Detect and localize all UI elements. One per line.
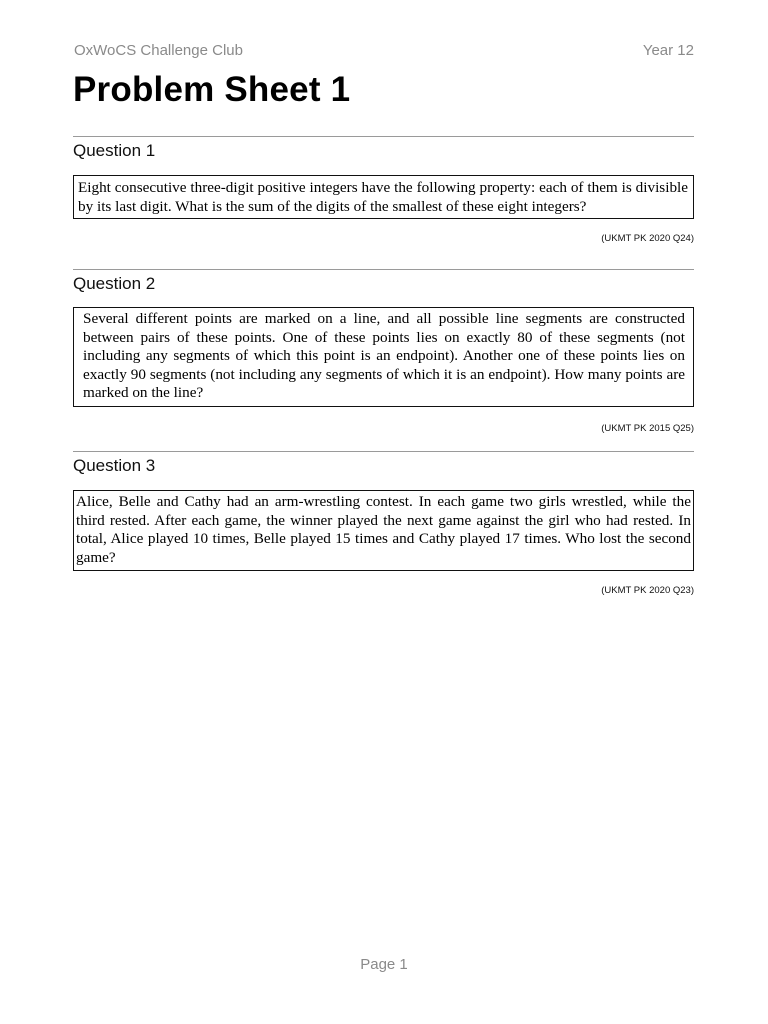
question-3-heading: Question 3 [73,456,156,475]
question-2-heading: Question 2 [73,274,156,293]
page-header-club: OxWoCS Challenge Club [74,42,243,59]
question-3-section [73,451,694,596]
question-3-source: (UKMT PK 2020 Q23) [601,585,694,596]
question-1-heading: Question 1 [73,141,156,160]
question-3-box: Alice, Belle and Cathy had an arm-wrestling contest. In each game two girls wrestled, while the third rested. After each game, the winner played the next game against the girl who had rested. In total, Alice played 10 times, Belle played 15 times and Cathy played 17 times. Who lost the second game? [73,490,694,571]
page-number: Page 1 [360,956,408,973]
question-2-box: Several different points are marked on a line, and all possible line segments are constructed between pairs of these points. One of these points lies on exactly 80 of these segments (not including any segments of which this point is an endpoint). Another one of these points lies on exactly 90 segments (not including any segments of which it is an endpoint). How many points are marked on the line? [73,307,694,407]
question-1-source: (UKMT PK 2020 Q24) [601,233,694,244]
question-2-source: (UKMT PK 2015 Q25) [601,422,694,434]
page-title: Problem Sheet 1 [73,70,351,109]
question-1-section [73,136,694,244]
question-2-divider [73,269,694,270]
question-2-section [73,269,694,434]
question-1-box: Eight consecutive three-digit positive integers have the following property: each of them is divisible by its last digit. What is the sum of the digits of the smallest of these eight integers? [73,175,694,219]
page-header-year: Year 12 [642,42,694,59]
question-1-divider [73,136,694,137]
question-3-divider [73,451,694,452]
